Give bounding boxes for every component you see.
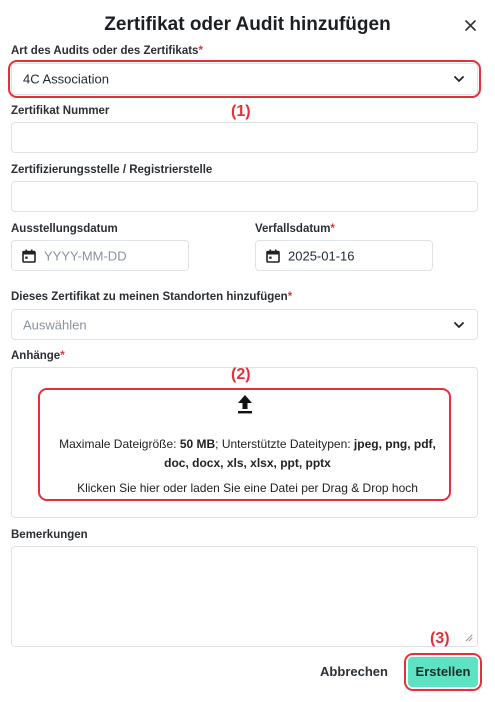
locations-label-text: Dieses Zertifikat zu meinen Standorten hinzufügen [11, 291, 288, 303]
required-mark: * [330, 223, 335, 235]
certification-body-input[interactable] [11, 181, 478, 212]
annotation-label-3: (3) [430, 630, 450, 647]
expiry-date-label-text: Verfallsdatum [255, 223, 331, 235]
certificate-number-label: Zertifikat Nummer [11, 105, 110, 117]
audit-type-label-text: Art des Audits oder des Zertifikats [11, 45, 199, 57]
upload-icon [236, 394, 254, 414]
close-icon-glyph [465, 20, 476, 31]
max-size-value: 50 MB [179, 437, 216, 451]
attachments-label-text: Anhänge [11, 350, 61, 362]
dropzone-info-line-2 [0, 456, 495, 470]
audit-type-label [11, 45, 203, 57]
remarks-textarea[interactable] [11, 546, 478, 647]
dialog-title: Zertifikat oder Audit hinzufügen [104, 14, 391, 35]
required-mark: * [60, 350, 65, 362]
expiry-date-input[interactable] [255, 240, 433, 271]
locations-select[interactable] [11, 309, 478, 340]
chevron-down-icon [453, 321, 465, 329]
remarks-label: Bemerkungen [11, 529, 88, 541]
certificate-number-input[interactable] [11, 122, 478, 153]
create-button[interactable]: Erstellen [408, 657, 478, 687]
dropzone-info-line-1 [0, 437, 495, 451]
chevron-down-icon [453, 75, 465, 83]
locations-label [11, 291, 292, 303]
close-icon[interactable] [459, 14, 481, 36]
audit-type-select[interactable] [11, 63, 478, 95]
issue-date-placeholder: YYYY-MM-DD [44, 248, 127, 263]
annotation-label-1: (1) [231, 103, 251, 120]
calendar-icon [266, 249, 280, 263]
file-types-line-2: doc, docx, xls, xlsx, ppt, pptx [164, 456, 331, 470]
max-size-prefix: Maximale Dateigröße: [59, 437, 180, 451]
dropzone-hint: Klicken Sie hier oder laden Sie eine Datei per Drag & Drop hoch [77, 481, 418, 495]
file-types-line-1: jpeg, png, pdf, [353, 437, 436, 451]
required-mark: * [287, 291, 293, 303]
locations-placeholder: Auswählen [23, 317, 87, 332]
annotation-label-2: (2) [231, 366, 251, 383]
attachments-label [11, 350, 65, 362]
issue-date-label: Ausstellungsdatum [11, 223, 118, 235]
cancel-button[interactable]: Abbrechen [320, 664, 388, 679]
expiry-date-label [255, 223, 335, 235]
expiry-date-value: 2025-01-16 [288, 248, 355, 263]
file-types-prefix: ; Unterstützte Dateitypen: [215, 437, 354, 451]
calendar-icon [22, 249, 36, 263]
audit-type-value: 4C Association [23, 71, 109, 87]
certification-body-label: Zertifizierungsstelle / Registrierstelle [11, 164, 213, 176]
resize-handle-icon[interactable] [465, 634, 473, 642]
issue-date-input[interactable] [11, 240, 189, 271]
required-mark: * [198, 45, 203, 57]
